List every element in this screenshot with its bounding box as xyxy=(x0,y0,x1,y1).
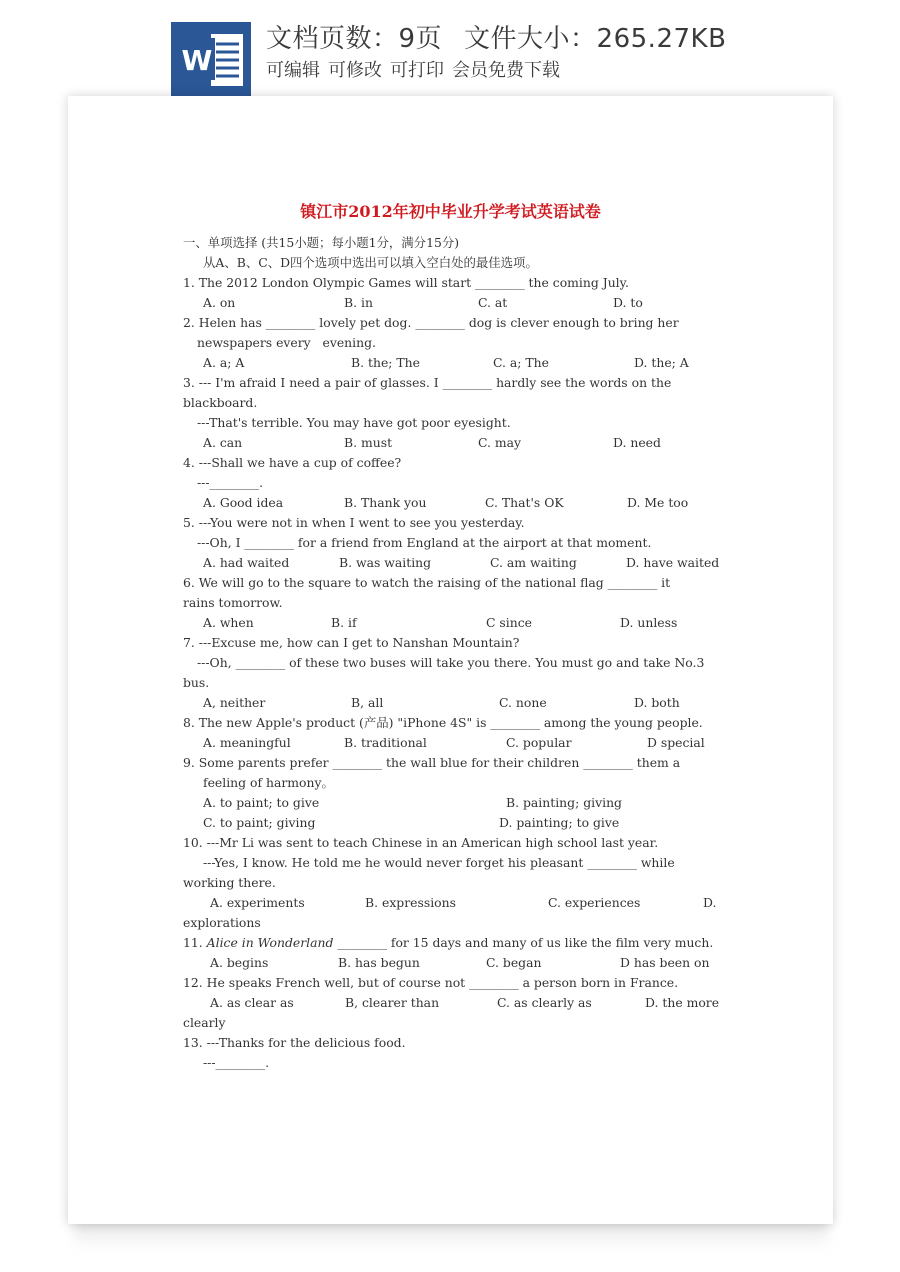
option-b: B. the; The xyxy=(351,355,420,370)
question-7: 7. ---Excuse me, how can I get to Nanshan Mountain? xyxy=(183,635,520,650)
option-c: C. popular xyxy=(506,735,572,750)
document-page xyxy=(68,96,833,1224)
question-10-option-d-continued: explorations xyxy=(183,915,261,930)
question-6: 6. We will go to the square to watch the raising of the national flag ________ it xyxy=(183,575,671,590)
option-d: D. Me too xyxy=(627,495,689,510)
option-a: A, neither xyxy=(203,695,266,710)
option-a: A. to paint; to give xyxy=(203,795,320,810)
option-c: C. may xyxy=(478,435,522,450)
svg-text:W: W xyxy=(181,44,213,77)
question-3-options xyxy=(183,433,728,453)
question-3-dialogue: ---That's terrible. You may have got poor eyesight. xyxy=(197,415,511,430)
film-title: Alice in Wonderland xyxy=(206,935,334,950)
question-9-options-ab xyxy=(183,793,728,813)
option-d: D. the more xyxy=(645,995,720,1010)
option-c: C. began xyxy=(486,955,542,970)
download-banner xyxy=(0,0,900,96)
question-text: ________ for 15 days and many of us like the film very much. xyxy=(333,935,714,950)
option-b: B. expressions xyxy=(365,895,456,910)
option-c: C. at xyxy=(478,295,508,310)
option-d: D special xyxy=(647,735,705,750)
question-9-continued: feeling of harmony。 xyxy=(203,775,334,790)
question-13-dialogue: ---________. xyxy=(203,1055,270,1070)
question-12: 12. He speaks French well, but of course not ________ a person born in France. xyxy=(183,975,679,990)
option-b: B. in xyxy=(344,295,373,310)
option-c: C. experiences xyxy=(548,895,641,910)
option-b: B. traditional xyxy=(344,735,427,750)
question-11-options xyxy=(183,953,728,973)
feature-modifiable: 可修改 xyxy=(328,60,382,81)
question-13: 13. ---Thanks for the delicious food. xyxy=(183,1035,406,1050)
option-b: B. was waiting xyxy=(339,555,432,570)
question-12-option-d-continued: clearly xyxy=(183,1015,226,1030)
question-7-options xyxy=(183,693,728,713)
exam-content xyxy=(183,233,728,1073)
file-size: 文件大小：265.27KB xyxy=(464,24,727,54)
option-b: B. must xyxy=(344,435,393,450)
question-1-options xyxy=(183,293,728,313)
word-document-icon xyxy=(171,22,251,96)
feature-editable: 可编辑 xyxy=(266,60,320,81)
option-d: D. xyxy=(703,895,717,910)
question-7-continued: bus. xyxy=(183,675,210,690)
question-4-options xyxy=(183,493,728,513)
question-4-dialogue: ---________. xyxy=(197,475,264,490)
option-a: A. when xyxy=(203,615,254,630)
question-8: 8. The new Apple's product (产品) "iPhone 4S" is ________ among the young people. xyxy=(183,715,703,730)
question-10: 10. ---Mr Li was sent to teach Chinese in an American high school last year. xyxy=(183,835,659,850)
document-title: 镇江市2012年初中毕业升学考试英语试卷 xyxy=(300,202,601,221)
question-5-dialogue: ---Oh, I ________ for a friend from England at the airport at that moment. xyxy=(197,535,652,550)
option-a: A. begins xyxy=(210,955,269,970)
option-c: C. to paint; giving xyxy=(203,815,316,830)
option-d: D. both xyxy=(634,695,680,710)
option-c: C. That's OK xyxy=(485,495,564,510)
question-5: 5. ---You were not in when I went to see you yesterday. xyxy=(183,515,525,530)
page-count: 文档页数：9页 xyxy=(266,24,443,54)
option-c: C. am waiting xyxy=(490,555,577,570)
option-c: C. a; The xyxy=(493,355,549,370)
option-a: A. meaningful xyxy=(203,735,291,750)
option-d: D. the; A xyxy=(634,355,689,370)
question-4: 4. ---Shall we have a cup of coffee? xyxy=(183,455,402,470)
question-9-options-cd xyxy=(183,813,728,833)
question-2: 2. Helen has ________ lovely pet dog. ________ dog is clever enough to bring her xyxy=(183,315,679,330)
option-d: D. painting; to give xyxy=(499,815,620,830)
question-2-continued: newspapers every evening. xyxy=(197,335,376,350)
option-a: A. a; A xyxy=(203,355,245,370)
question-6-options xyxy=(183,613,728,633)
file-info xyxy=(266,18,748,55)
question-5-options xyxy=(183,553,728,573)
option-b: B. Thank you xyxy=(344,495,427,510)
option-c: C since xyxy=(486,615,532,630)
option-d: D. to xyxy=(613,295,643,310)
option-b: B. painting; giving xyxy=(506,795,622,810)
option-d: D. have waited xyxy=(626,555,720,570)
instruction: 从A、B、C、D四个选项中选出可以填入空白处的最佳选项。 xyxy=(203,255,538,270)
question-10-continued: working there. xyxy=(183,875,276,890)
option-d: D. need xyxy=(613,435,661,450)
feature-free-download: 会员免费下载 xyxy=(452,60,560,81)
question-7-dialogue: ---Oh, ________ of these two buses will take you there. You must go and take No.3 xyxy=(197,655,705,670)
option-a: A. on xyxy=(203,295,236,310)
question-3: 3. --- I'm afraid I need a pair of glasses. I ________ hardly see the words on the xyxy=(183,375,672,390)
option-b: B. if xyxy=(331,615,357,630)
option-a: A. Good idea xyxy=(203,495,284,510)
option-d: D has been on xyxy=(620,955,710,970)
option-c: C. as clearly as xyxy=(497,995,592,1010)
question-12-options xyxy=(183,993,728,1013)
question-6-continued: rains tomorrow. xyxy=(183,595,283,610)
option-d: D. unless xyxy=(620,615,678,630)
question-10-options xyxy=(183,893,728,913)
feature-printable: 可打印 xyxy=(390,60,444,81)
question-10-dialogue: ---Yes, I know. He told me he would never forget his pleasant ________ while xyxy=(203,855,675,870)
question-1: 1. The 2012 London Olympic Games will start ________ the coming July. xyxy=(183,275,629,290)
option-c: C. none xyxy=(499,695,547,710)
question-11 xyxy=(183,933,728,953)
option-a: A. as clear as xyxy=(210,995,294,1010)
question-3-continued: blackboard. xyxy=(183,395,258,410)
question-2-options xyxy=(183,353,728,373)
option-a: A. can xyxy=(203,435,243,450)
question-9: 9. Some parents prefer ________ the wall blue for their children ________ them a xyxy=(183,755,681,770)
option-b: B. has begun xyxy=(338,955,420,970)
question-8-options xyxy=(183,733,728,753)
option-b: B, clearer than xyxy=(345,995,440,1010)
option-b: B, all xyxy=(351,695,384,710)
question-number: 11. xyxy=(183,935,203,950)
option-a: A. had waited xyxy=(203,555,290,570)
option-a: A. experiments xyxy=(210,895,305,910)
section-heading: 一、单项选择 (共15小题；每小题1分，满分15分) xyxy=(183,235,460,250)
feature-list xyxy=(266,56,568,82)
